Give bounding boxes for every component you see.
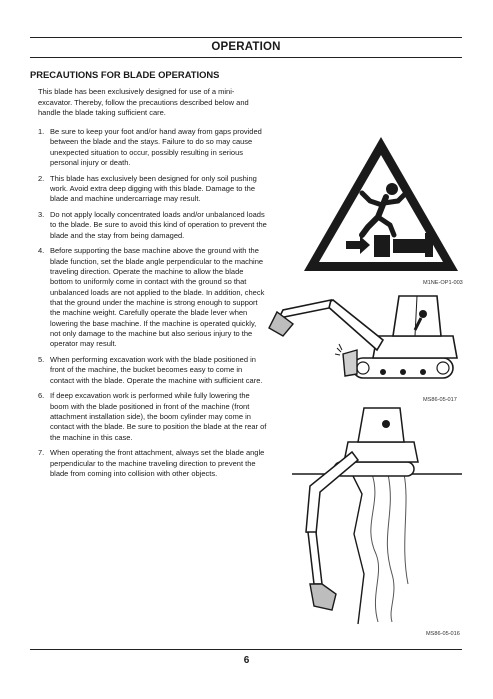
item-number: 3. xyxy=(38,210,45,220)
figure-caption: MS86-05-016 xyxy=(426,631,460,637)
figure-caption: MS86-05-017 xyxy=(423,397,457,403)
item-text: Before supporting the base machine above the ground with the blade function, set the blade angle perpendicular to the machine traveling direction. Operate the machine to allow the blade bottom to uniformly come in contact with the ground so that unbalanced loads are not applied to the blade. In addition, check that the ground under the machine is strong enough to support the machine weight. Carefully operate the blade lever when lowering the base machine. If the machine is operated quickly, not only damage to the machine but also serious injury to the operator may result. xyxy=(50,246,265,349)
item-number: 6. xyxy=(38,391,45,401)
crush-hazard-warning-icon xyxy=(298,131,464,277)
header-rule-bottom xyxy=(30,57,462,58)
page-number: 6 xyxy=(243,655,250,666)
item-text: When operating the front attachment, always set the blade angle perpendicular to the machine traveling direction to prevent the blade from coming into collision with other objects. xyxy=(50,448,265,478)
item-number: 7. xyxy=(38,448,45,458)
item-text: Do not apply locally concentrated loads and/or unbalanced loads to the blade. Be sure to avoid this kind of operation to prevent the blade and the stay from being damaged. xyxy=(50,210,267,240)
figure-caption: M1NE-OP1-003 xyxy=(423,280,463,286)
item-text: This blade has exclusively been designed for only soil pushing work. Avoid extra deep digging with this blade. Damage to the blade and machine undercarriage may result. xyxy=(50,173,257,204)
item-text: If deep excavation work is performed while fully lowering the boom with the blade positioned in front of the machine (front attachment installation side), the boom cylinder may come in contact with the blade. Be sure to position the blade at the rear of the machine in this case. xyxy=(50,391,267,442)
list-item xyxy=(38,448,268,479)
footer-rule xyxy=(30,649,462,650)
list-item xyxy=(38,174,268,205)
item-text: When performing excavation work with the blade positioned in front of the machine, the bucket becomes easy to come in contact with the blade. Operate the machine with sufficient care. xyxy=(50,354,263,385)
list-item xyxy=(38,391,268,442)
item-text: Be sure to keep your foot and/or hand away from gaps provided between the blade and the stays. Failure to do so may cause unexpected situation to occur, possibly resulting in serious personal injury or death. xyxy=(50,127,262,167)
item-number: 1. xyxy=(38,127,45,136)
list-item xyxy=(38,246,268,349)
list-item xyxy=(38,355,268,386)
precautions-list xyxy=(38,127,268,485)
page-header-title: OPERATION xyxy=(211,41,281,53)
list-item xyxy=(38,127,268,168)
item-number: 4. xyxy=(38,246,45,256)
item-number: 5. xyxy=(38,354,45,364)
excavator-deep-digging-illustration xyxy=(292,404,462,626)
header-rule-top xyxy=(30,37,462,38)
list-item xyxy=(38,210,268,241)
excavator-blade-contact-illustration xyxy=(265,288,465,388)
intro-paragraph: This blade has been exclusively designed for use of a mini-excavator. Thereby, follow the precautions described below and handle the blade taking sufficient care. xyxy=(38,87,249,118)
section-title: PRECAUTIONS FOR BLADE OPERATIONS xyxy=(30,69,220,80)
item-number: 2. xyxy=(38,173,45,183)
